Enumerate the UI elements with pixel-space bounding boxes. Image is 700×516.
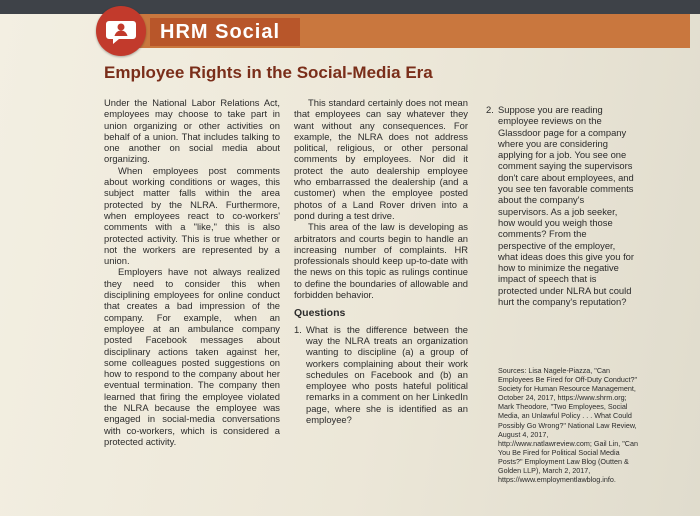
article-paragraph: Employers have not always realized they need to consider this when disciplining employees for online conduct that creates a bad impression of the company. For example, when an employee at an ambulance company posted Facebook messages about disciplinary actions taken against her, some colleagues posted suggestions on how to respond to the company about her eventual termination. The company then learned that firing the employee violated the NLRA because the employee was engaged in social-media conversations with co-workers, which is considered a protected activity. bbox=[104, 266, 280, 447]
article-paragraph: When employees post comments about working conditions or wages, this subject matter falls within the area protected by the NLRA. Furthermore, when employees react to co-workers' comments with a "like," this is also protected activity. This is true whether or not the workers are represented by a union. bbox=[104, 164, 280, 267]
questions-heading: Questions bbox=[294, 307, 346, 320]
question-text: What is the difference between the way the NLRA treats an organization wanting to discipline (a) a group of workers complaining about their work schedules on Facebook and (b) an employee who posts hateful political remarks in a comment on her LinkedIn page, where she is identified as an employee? bbox=[306, 323, 468, 426]
article-heading: Employee Rights in the Social-Media Era bbox=[104, 63, 433, 82]
question-text: Suppose you are reading employee reviews on the Glassdoor page for a company where you are considering applying for a job. You see one comment saying the supervisors don't care about employees, and you see ten favorable comments about the company's supervisors. As a job seeker, how would you weigh those comments? From the perspective of the employer, what ideas does this give you for how to minimize the negative impact of speech that is protected under NLRA but could hurt the company's reputation? bbox=[498, 104, 635, 308]
question-item bbox=[486, 104, 636, 307]
chat-bubble-user-icon bbox=[96, 6, 146, 56]
feature-title: HRM Social bbox=[160, 21, 281, 43]
question-number: 1. bbox=[294, 323, 302, 335]
sources-note: Sources: Lisa Nagele-Piazza, "Can Employees Be Fired for Off-Duty Conduct?" Society for Human Resource Management, October 24, 2017, https://www.shrm.org; Mark Theodore, "Two Employees, Social Media, an Unlawful Policy . . . What Could Possibly Go Wrong?" National Law Review, August 4, 2017, http://www.natlawreview.com; Gail Lin, "Can You Be Fired for Political Social Media Posts?" Employment Law Blog (Outten & Golden LLP), March 2, 2017, https://www.employmentlawblog.info. bbox=[498, 366, 638, 485]
article-column-3 bbox=[486, 104, 636, 309]
article-column-1 bbox=[104, 97, 280, 447]
question-item bbox=[294, 324, 468, 426]
article-paragraph: Under the National Labor Relations Act, employees may choose to take part in union organizing or other activities on behalf of a union. That includes talking to one another on social media about organizing. bbox=[104, 97, 280, 165]
article-paragraph: This area of the law is developing as arbitrators and courts begin to handle an increasing number of complaints. HR professionals should keep up-to-date with the news on this topic as rulings continue to define the boundaries of allowable and forbidden behavior. bbox=[294, 221, 468, 301]
article-column-2 bbox=[294, 97, 468, 427]
article-paragraph: This standard certainly does not mean that employees can say whatever they want without any consequences. For example, the NLRA does not address political, religious, or other personal comments by employees. Nor did it protect the auto dealership employee who embarrassed the dealership (and a customer) when the employee posted photos of a Land Rover driven into a pond during a test drive. bbox=[294, 97, 468, 221]
question-number: 2. bbox=[486, 104, 494, 115]
